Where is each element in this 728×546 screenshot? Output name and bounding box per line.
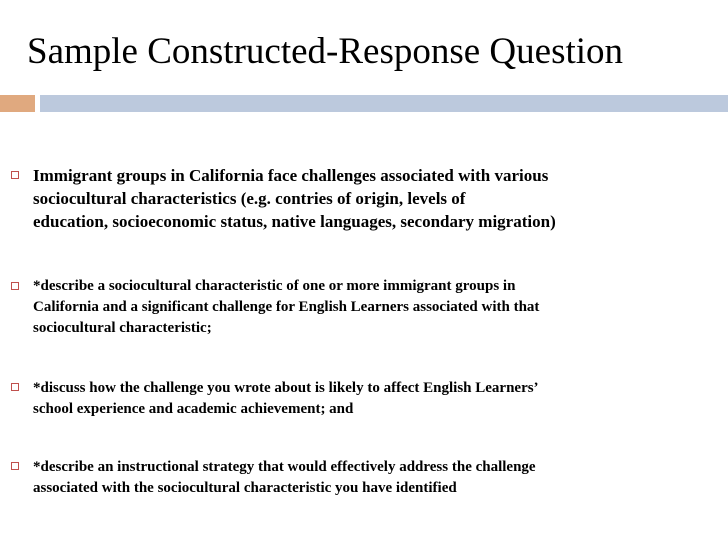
square-bullet-icon [11, 383, 19, 391]
bullet-text: *discuss how the challenge you wrote about is likely to affect English Learners’ school experience and academic achievement; and [33, 380, 539, 417]
slide-title: Sample Constructed-Response Question [27, 31, 624, 72]
square-bullet-icon [11, 462, 19, 470]
square-bullet-icon [11, 282, 19, 290]
bullet-text: *describe a sociocultural characteristic of one or more immigrant groups in California and a significant challenge for English Learners associated with that sociocultural characteristic; [33, 278, 540, 336]
bullet-text: *describe an instructional strategy that would effectively address the challenge associated with the sociocultural characteristic you have identified [33, 459, 536, 496]
square-bullet-icon [11, 171, 19, 179]
bullet-text: Immigrant groups in California face challenges associated with various sociocultural characteristics (e.g. contries of origin, levels of education, socioeconomic status, native languages, secondary migration) [33, 166, 556, 231]
